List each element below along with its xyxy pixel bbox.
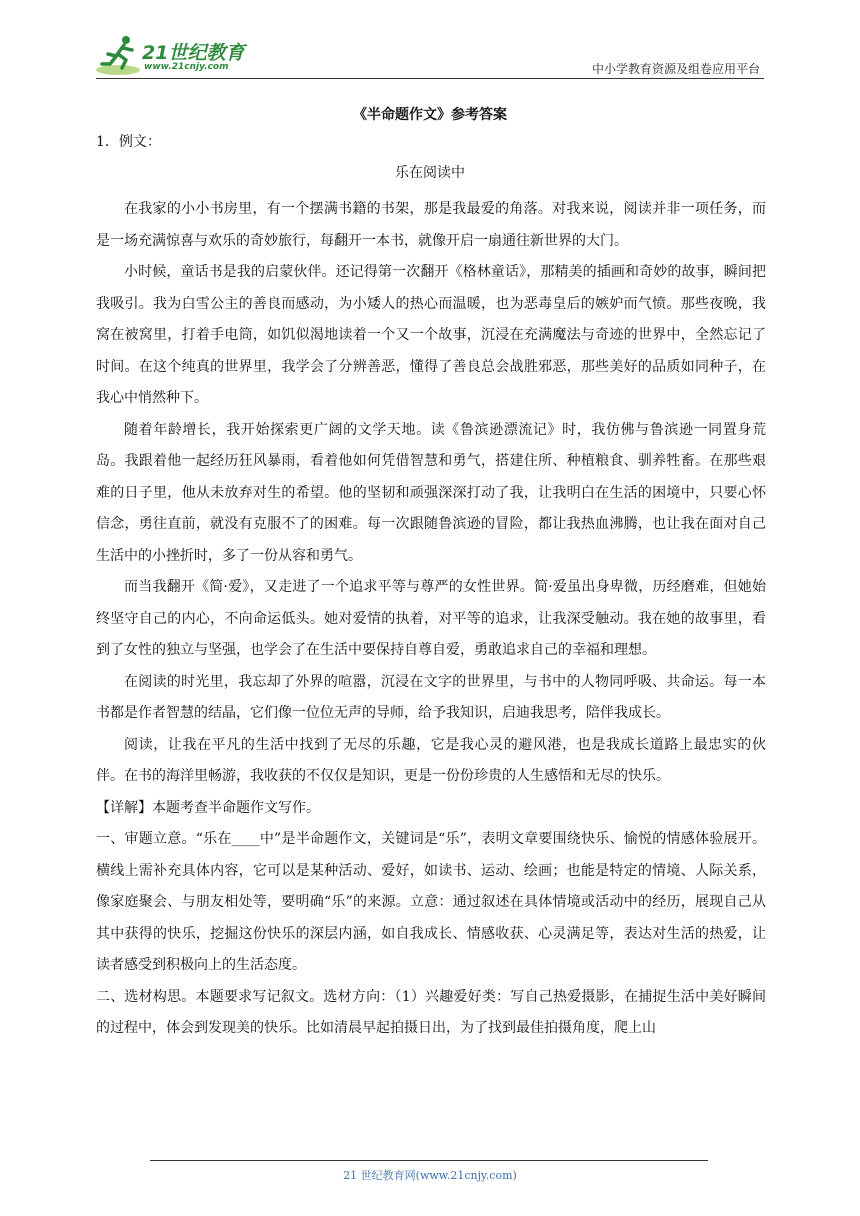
logo-url: www.21cnjy.com (144, 62, 229, 72)
analysis-paragraph: 一、审题立意。“乐在____中”是半命题作文，关键词是“乐”，表明文章要围绕快乐、愉悦的情感体验展开。横线上需补充具体内容，它可以是某种活动、爱好，如读书、运动、绘画；也能是特定的情境、人际关系，像家庭聚会、与朋友相处等，要明确“乐”的来源。立意：通过叙述在具体情境或活动中的经历，展现自己从其中获得的快乐，挖掘这份快乐的深层内涵，如自我成长、情感收获、心灵满足等，表达对生活的热爱，让读者感受到积极向上的生活态度。 (96, 831, 766, 973)
essay-paragraph: 阅读，让我在平凡的生活中找到了无尽的乐趣，它是我心灵的避风港，也是我成长道路上最忠实的伙伴。在书的海洋里畅游，我收获的不仅仅是知识，更是一份份珍贵的人生感悟和无尽的快乐。 (96, 736, 766, 784)
essay-paragraph: 随着年龄增长，我开始探索更广阔的文学天地。读《鲁滨逊漂流记》时，我仿佛与鲁滨逊一同置身荒岛。我跟着他一起经历狂风暴雨，看着他如何凭借智慧和勇气，搭建住所、种植粮食、驯养牲畜。在那些艰难的日子里，他从未放弃对生的希望。他的坚韧和顽强深深打动了我，让我明白在生活的困境中，只要心怀信念，勇往直前，就没有克服不了的困难。每一次跟随鲁滨逊的冒险，都让我热血沸腾，也让我在面对自己生活中的小挫折时，多了一份从容和勇气。 (96, 421, 766, 564)
header-divider (96, 78, 764, 79)
document-body (96, 194, 766, 1045)
page-footer[interactable]: 21 世纪教育网(www.21cnjy.com) (343, 1169, 517, 1182)
analysis-paragraph: 二、选材构思。本题要求写记叙文。选材方向：（1）兴趣爱好类：写自己热爱摄影，在捕捉生活中美好瞬间的过程中，体会到发现美的快乐。比如清晨早起拍摄日出，为了找到最佳拍摄角度，爬上山 (96, 988, 766, 1036)
site-logo[interactable] (96, 34, 266, 78)
page-title: 《半命题作文》参考答案 (353, 107, 507, 123)
essay-paragraph: 小时候，童话书是我的启蒙伙伴。还记得第一次翻开《格林童话》，那精美的插画和奇妙的故事，瞬间把我吸引。我为白雪公主的善良而感动，为小矮人的热心而温暖，也为恶毒皇后的嫉妒而气愤。那些夜晚，我窝在被窝里，打着手电筒，如饥似渴地读着一个又一个故事，沉浸在充满魔法与奇迹的世界中，全然忘记了时间。在这个纯真的世界里，我学会了分辨善恶，懂得了善良总会战胜邪恶，那些美好的品质如同种子，在我心中悄然种下。 (96, 264, 766, 406)
platform-name: 中小学教育资源及组卷应用平台 (591, 62, 760, 76)
detail-heading: 【详解】本题考查半命题作文写作。 (96, 799, 320, 816)
page-header (96, 34, 764, 78)
footer-divider (150, 1160, 708, 1161)
essay-paragraph: 在我家的小小书房里，有一个摆满书籍的书架，那是我最爱的角落。对我来说，阅读并非一项任务，而是一场充满惊喜与欢乐的奇妙旅行，每翻开一本书，就像开启一扇通往新世界的大门。 (96, 201, 766, 249)
question-label: 1．例文： (96, 134, 161, 150)
runner-logo-icon (96, 34, 142, 78)
essay-title: 乐在阅读中 (395, 165, 465, 181)
essay-paragraph: 在阅读的时光里，我忘却了外界的喧嚣，沉浸在文字的世界里，与书中的人物同呼吸、共命运。每一本书都是作者智慧的结晶，它们像一位位无声的导师，给予我知识，启迪我思考，陪伴我成长。 (96, 673, 766, 721)
logo-text: 21世纪教育 (142, 42, 245, 64)
essay-paragraph: 而当我翻开《简·爱》，又走进了一个追求平等与尊严的女性世界。简·爱虽出身卑微，历经磨难，但她始终坚守自己的内心，不向命运低头。她对爱情的执着，对平等的追求，让我深受触动。我在她的故事里，看到了女性的独立与坚强，也学会了在生活中要保持自尊自爱，勇敢追求自己的幸福和理想。 (96, 579, 766, 658)
